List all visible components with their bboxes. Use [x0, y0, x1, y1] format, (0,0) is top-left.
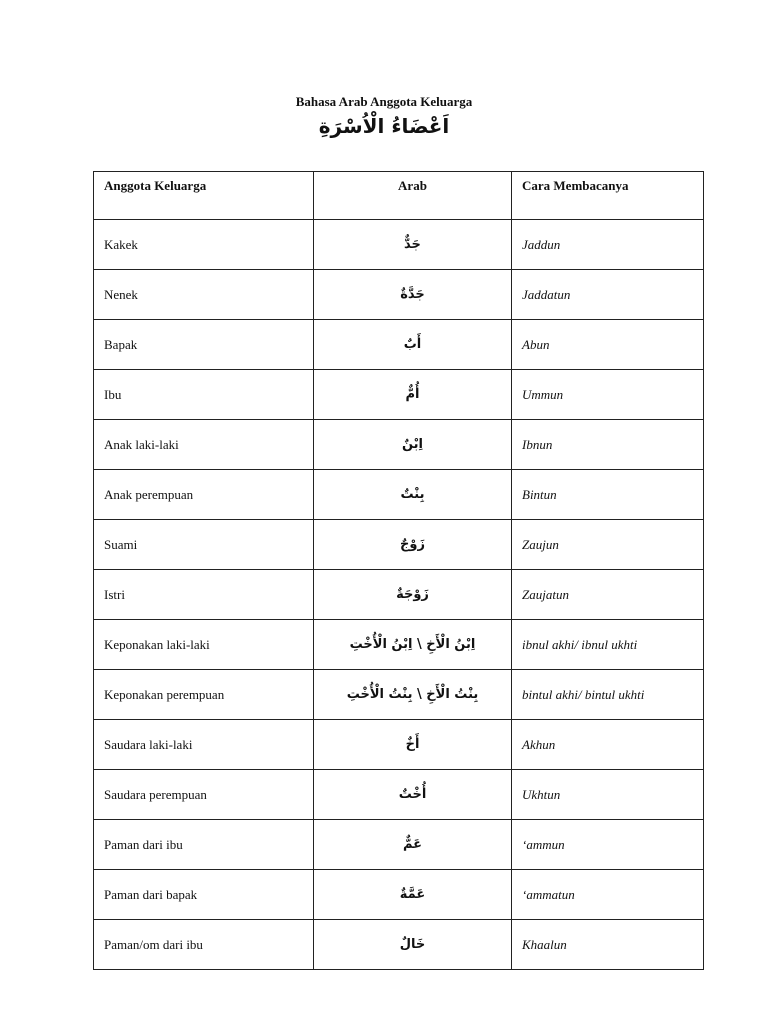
- family-vocabulary-table: [93, 171, 704, 970]
- table-row: [94, 320, 704, 370]
- reading-cell: bintul akhi/ bintul ukhti: [512, 670, 704, 720]
- member-cell: Istri: [94, 570, 314, 620]
- member-cell: Anak laki-laki: [94, 420, 314, 470]
- arabic-cell: خَالٌ: [314, 920, 512, 970]
- arabic-cell: زَوْجٌ: [314, 520, 512, 570]
- table-row: [94, 220, 704, 270]
- reading-cell: Ibnun: [512, 420, 704, 470]
- member-cell: Saudara laki-laki: [94, 720, 314, 770]
- table-row: [94, 820, 704, 870]
- member-cell: Saudara perempuan: [94, 770, 314, 820]
- table-row: [94, 870, 704, 920]
- member-cell: Ibu: [94, 370, 314, 420]
- member-cell: Nenek: [94, 270, 314, 320]
- arabic-cell: أُمٌّ: [314, 370, 512, 420]
- table-row: [94, 920, 704, 970]
- member-cell: Bapak: [94, 320, 314, 370]
- reading-cell: Bintun: [512, 470, 704, 520]
- reading-cell: Jaddun: [512, 220, 704, 270]
- table-row: [94, 470, 704, 520]
- arabic-cell: جَدَّةٌ: [314, 270, 512, 320]
- member-cell: Keponakan perempuan: [94, 670, 314, 720]
- table-row: [94, 670, 704, 720]
- reading-cell: ‘ammun: [512, 820, 704, 870]
- member-cell: Keponakan laki-laki: [94, 620, 314, 670]
- reading-cell: Ummun: [512, 370, 704, 420]
- header-arab: Arab: [314, 172, 512, 220]
- arabic-cell: جَدٌّ: [314, 220, 512, 270]
- arabic-cell: زَوْجَةٌ: [314, 570, 512, 620]
- table-row: [94, 270, 704, 320]
- table-row: [94, 420, 704, 470]
- reading-cell: ‘ammatun: [512, 870, 704, 920]
- reading-cell: Jaddatun: [512, 270, 704, 320]
- member-cell: Suami: [94, 520, 314, 570]
- reading-cell: Khaalun: [512, 920, 704, 970]
- reading-cell: Akhun: [512, 720, 704, 770]
- page-title: Bahasa Arab Anggota Keluarga: [295, 94, 473, 109]
- member-cell: Kakek: [94, 220, 314, 270]
- member-cell: Paman dari bapak: [94, 870, 314, 920]
- table-row: [94, 720, 704, 770]
- member-cell: Anak perempuan: [94, 470, 314, 520]
- arabic-cell: أَخٌ: [314, 720, 512, 770]
- member-cell: Paman dari ibu: [94, 820, 314, 870]
- table-row: [94, 620, 704, 670]
- reading-cell: Zaujun: [512, 520, 704, 570]
- member-cell: Paman/om dari ibu: [94, 920, 314, 970]
- arabic-cell: بِنْتُ الْأَخِ \ بِنْتُ الْأُخْتِ: [314, 670, 512, 720]
- arabic-cell: اِبْنُ الْأَخِ \ اِبْنُ الْأُخْتِ: [314, 620, 512, 670]
- reading-cell: Abun: [512, 320, 704, 370]
- arabic-cell: اِبْنٌ: [314, 420, 512, 470]
- arabic-cell: بِنْتٌ: [314, 470, 512, 520]
- table-row: [94, 370, 704, 420]
- table-row: [94, 770, 704, 820]
- header-row: [94, 172, 704, 220]
- reading-cell: ibnul akhi/ ibnul ukhti: [512, 620, 704, 670]
- reading-cell: Ukhtun: [512, 770, 704, 820]
- page-subtitle-arabic: اَعْضَاءُ الْاُسْرَةِ: [318, 114, 450, 138]
- table-header: [94, 172, 704, 220]
- arabic-cell: أُخْتٌ: [314, 770, 512, 820]
- arabic-cell: عَمٌّ: [314, 820, 512, 870]
- header-member: Anggota Keluarga: [94, 172, 314, 220]
- reading-cell: Zaujatun: [512, 570, 704, 620]
- table-row: [94, 570, 704, 620]
- table-body: [94, 220, 704, 970]
- arabic-cell: أَبٌ: [314, 320, 512, 370]
- header-reading: Cara Membacanya: [512, 172, 704, 220]
- table-row: [94, 520, 704, 570]
- arabic-cell: عَمَّةٌ: [314, 870, 512, 920]
